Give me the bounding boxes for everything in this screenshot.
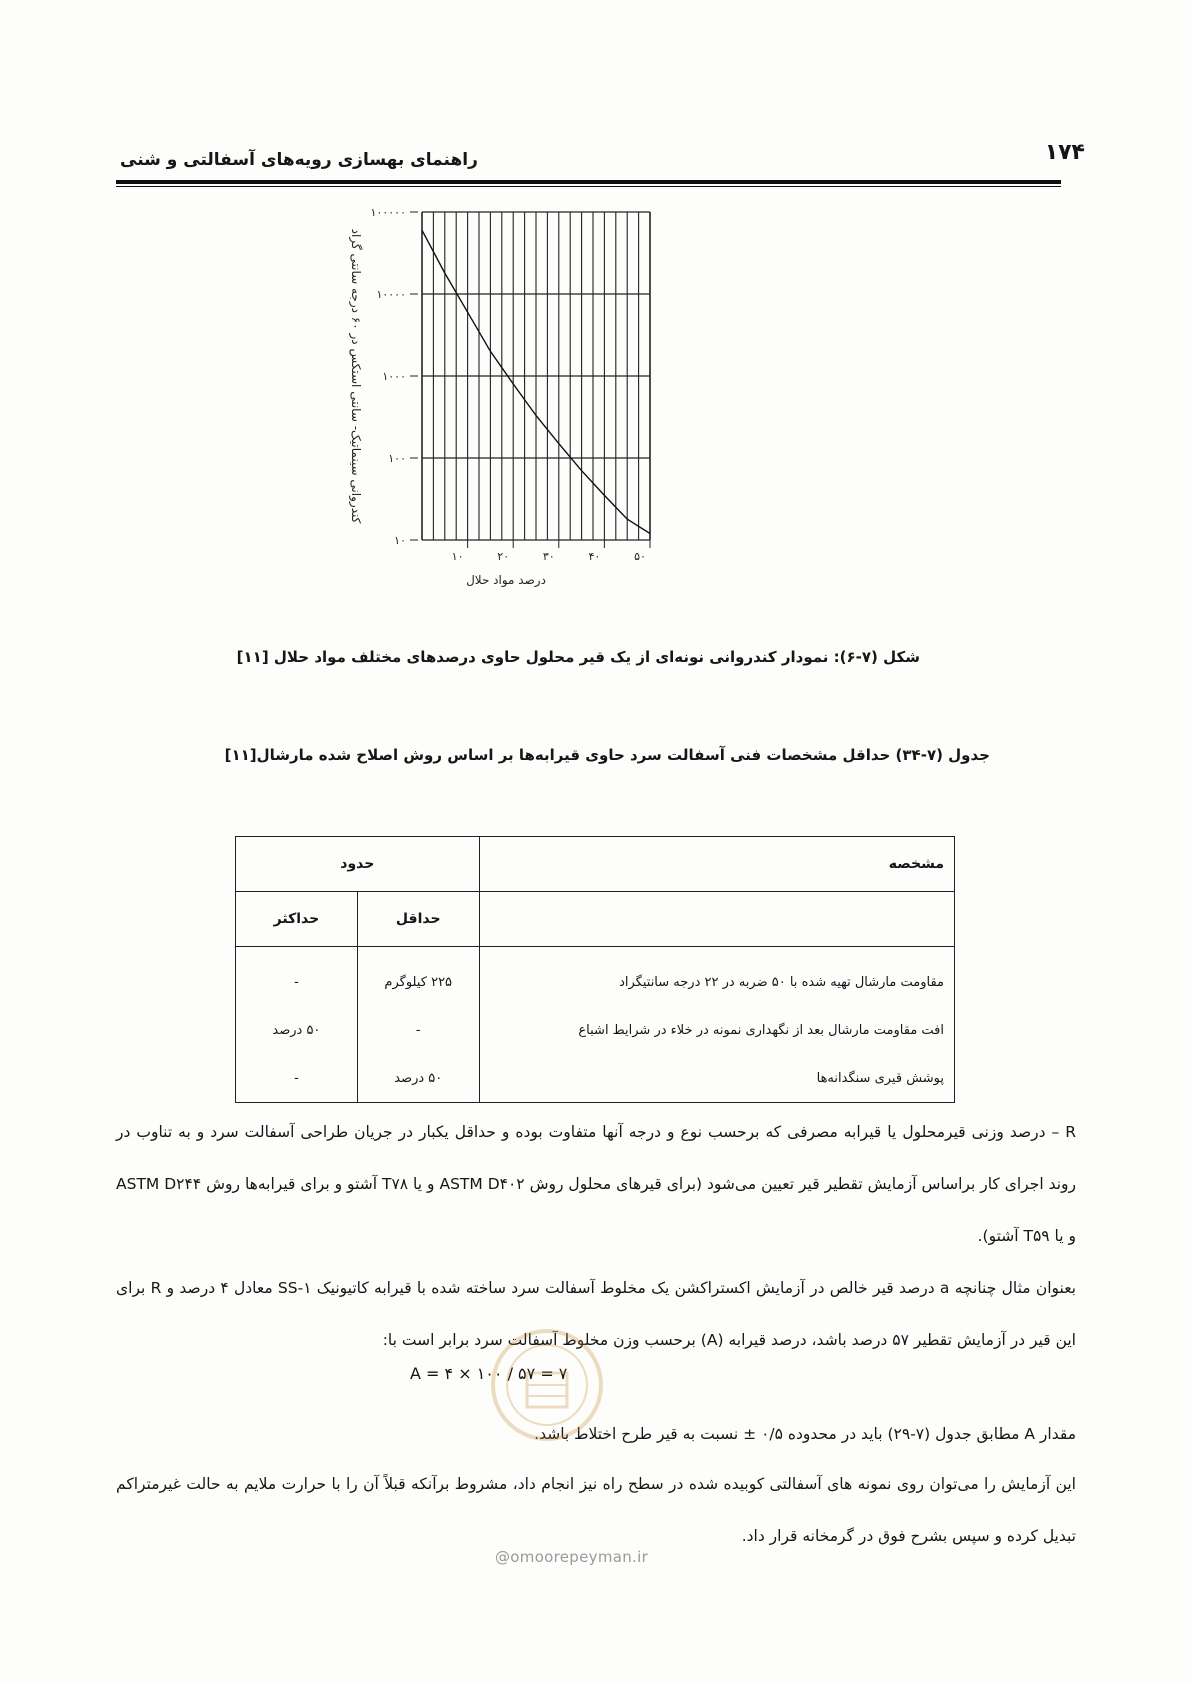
spec-table (235, 836, 955, 1103)
row-spec: مقاومت مارشال تهیه شده با ۵۰ ضربه در ۲۲ درجه سانتیگراد (479, 947, 954, 1007)
table-title: جدول (۷-۳۴) حداقل مشخصات فنی آسفالت سرد حاوی قیرابه‌ها بر اساس روش اصلاح شده مارشال[۱۱] (224, 746, 990, 764)
row-spec: پوشش قیری سنگدانه‌ها (479, 1054, 954, 1103)
row-max: - (236, 1054, 358, 1103)
table-header-max: حداکثر (236, 892, 358, 947)
paragraph-limit: مقدار A مطابق جدول (۷-۲۹) باید در محدوده ۰/۵ ± نسبت به قیر طرح اختلاط باشد. (534, 1425, 1076, 1443)
x-tick-label: ۴۰ (588, 550, 601, 563)
table-row (236, 1054, 955, 1103)
table-header-limits: حدود (236, 837, 480, 892)
table-subheader-blank (479, 892, 954, 947)
row-spec: افت مقاومت مارشال بعد از نگهداری نمونه در خلاء در شرایط اشباع (479, 1006, 954, 1054)
watermark-site: @omoorepeyman.ir (495, 1548, 649, 1566)
page-number: ۱۷۴ (1044, 140, 1085, 165)
y-tick-label: ۱۰۰۰۰۰ (370, 206, 406, 219)
y-tick-label: ۱۰ (394, 534, 406, 547)
y-tick-label: ۱۰۰ (388, 452, 406, 465)
paragraph-example: بعنوان مثال چنانچه a درصد قیر خالص در آزمایش اکستراکشن یک مخلوط آسفالت سرد ساخته شده با قیرابه کاتیونیک ۱-SS معادل ۴ درصد و R برای این قیر در آزمایش تقطیر ۵۷ درصد باشد، درصد قیرابه (A) برحسب وزن مخلوط آسفالت سرد برابر است با: (116, 1279, 1076, 1349)
row-max: ۵۰ درصد (236, 1006, 358, 1054)
paragraph-r-definition: R – درصد وزنی قیرمحلول یا قیرابه مصرفی که برحسب نوع و درجه آنها متفاوت بوده و حداقل یکبار در جریان طراحی آسفالت سرد و به تناوب در روند اجرای کار براساس آزمایش تقطیر قیر تعیین می‌شود (برای قیرهای محلول روش ASTM D۴۰۲ و یا T۷۸ آشتو و برای قیرابه‌ها روش ASTM D۲۴۴ و یا T۵۹ آشتو). (116, 1123, 1076, 1245)
row-min: ۲۲۵ کیلوگرم (357, 947, 479, 1007)
row-max: - (236, 947, 358, 1007)
x-tick-label: ۳۰ (542, 550, 555, 563)
figure-caption: شکل (۷-۶): نمودار کندروانی نونه‌ای از یک قیر محلول حاوی درصدهای مختلف مواد حلال [۱۱] (236, 648, 920, 666)
header-rule-thin (116, 186, 1061, 187)
chart-ticks (371, 206, 650, 563)
table-row (236, 947, 955, 1007)
x-tick-label: ۵۰ (634, 550, 646, 563)
watermark-seal-icon (487, 1325, 607, 1445)
x-axis-label: درصد مواد حلال (466, 573, 546, 587)
formula: A = ۴ × ۱۰۰ / ۵۷ = ۷ (410, 1364, 568, 1383)
paragraph-field-test: این آزمایش را می‌توان روی نمونه های آسفالتی کوبیده شده در سطح راه نیز انجام داد، مشروط برآنکه قبلاً آن را با حرارت ملایم به حالت غیرمتراکم تبدیل کرده و سپس بشرح فوق در گرمخانه قرار داد. (116, 1475, 1076, 1545)
row-min: ۵۰ درصد (357, 1054, 479, 1103)
x-tick-label: ۲۰ (497, 550, 510, 563)
table-header-min: حداقل (357, 892, 479, 947)
y-axis-label: کندروانی سینماتیک- سانتی استکس در ۶۰ درجه سانتی گراد (349, 228, 363, 524)
x-tick-label: ۱۰ (451, 550, 464, 563)
y-tick-label: ۱۰۰۰۰ (376, 288, 406, 301)
y-tick-label: ۱۰۰۰ (382, 370, 406, 383)
viscosity-chart (330, 200, 750, 640)
table-header-spec: مشخصه (479, 837, 954, 892)
row-min: - (357, 1006, 479, 1054)
table-row (236, 1006, 955, 1054)
header-rule (116, 180, 1061, 184)
chart-grid (422, 212, 650, 540)
book-title: راهنمای بهسازی رویه‌های آسفالتی و شنی (120, 150, 478, 170)
